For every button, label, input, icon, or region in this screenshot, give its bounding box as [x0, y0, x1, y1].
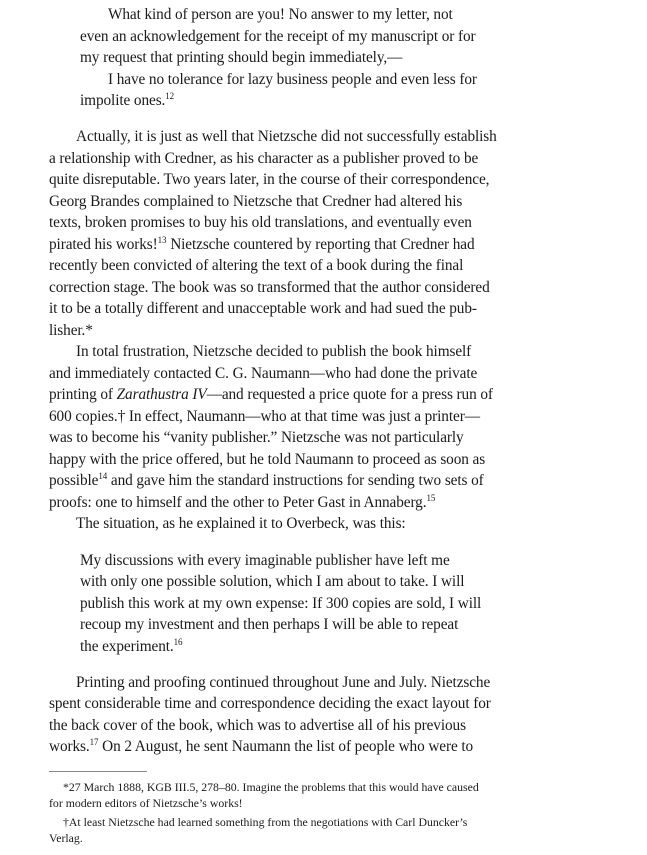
- text-run: possible: [49, 472, 99, 489]
- text-line: publish this work at my own expense: If 300 copies are sold, I will: [80, 595, 482, 612]
- footnote-divider: [49, 771, 147, 772]
- text-line: In total frustration, Nietzsche decided to publish the book himself: [76, 343, 472, 360]
- text-run: proofs: one to himself and the other to Peter Gast in Annaberg.: [49, 494, 427, 511]
- text-run: the experiment.: [80, 638, 174, 655]
- text-line: it to be a totally different and unacceptable work and had sued the pub-: [49, 300, 477, 317]
- text-line: and immediately contacted C. G. Naumann—who had done the private: [49, 365, 478, 382]
- text-run: and gave him the standard instructions for sending two sets of: [107, 472, 484, 489]
- text-line: quite disreputable. Two years later, in the course of their correspondence,: [49, 171, 490, 188]
- text-line: My discussions with every imaginable publisher have left me: [80, 552, 450, 569]
- text-run: printing of: [49, 386, 117, 403]
- text-line: Printing and proofing continued throughout June and July. Nietzsche: [76, 674, 491, 691]
- text-run: impolite ones.: [80, 92, 166, 109]
- text-line: [49, 235, 475, 255]
- text-line: [49, 737, 473, 757]
- footnote-ref: 15: [426, 493, 436, 503]
- text-run: pirated his works!: [49, 236, 158, 253]
- text-line: [80, 637, 182, 657]
- footnote-ref: 17: [89, 737, 99, 747]
- footnote-line: *27 March 1888, KGB III.5, 278–80. Imagine the problems that this would have caused: [63, 780, 479, 794]
- text-line: What kind of person are you! No answer to my letter, not: [108, 6, 453, 23]
- text-line: my request that printing should begin immediately,—: [80, 49, 403, 66]
- text-line: texts, broken promises to buy his old translations, and eventually even: [49, 214, 472, 231]
- text-run: —and requested a price quote for a press run of: [206, 386, 493, 403]
- text-line: [80, 91, 174, 111]
- footnote-line: †At least Nietzsche had learned something from the negotiations with Carl Duncker’s: [63, 815, 468, 829]
- footnote-line: Verlag.: [49, 831, 83, 845]
- text-line: The situation, as he explained it to Overbeck, was this:: [76, 515, 406, 532]
- text-line: Actually, it is just as well that Nietzsche did not successfully establish: [76, 128, 497, 145]
- text-line: happy with the price offered, but he told Naumann to proceed as soon as: [49, 451, 486, 468]
- text-line: lisher.*: [49, 322, 93, 339]
- text-line: [49, 493, 435, 513]
- text-line: the back cover of the book, which was to advertise all of his previous: [49, 717, 466, 734]
- text-line: was to become his “vanity publisher.” Nietzsche was not particularly: [49, 429, 464, 446]
- book-title: Zarathustra IV: [116, 386, 207, 403]
- footnote-line: for modern editors of Nietzsche’s works!: [49, 796, 243, 810]
- text-line: spent considerable time and correspondence deciding the exact layout for: [49, 695, 491, 712]
- text-line: recently been convicted of altering the text of a book during the final: [49, 257, 464, 274]
- text-line: even an acknowledgement for the receipt of my manuscript or for: [80, 28, 476, 45]
- footnote-ref: 12: [165, 91, 175, 101]
- text-line: 600 copies.† In effect, Naumann—who at that time was just a printer—: [49, 408, 480, 425]
- text-line: I have no tolerance for lazy business people and even less for: [108, 71, 477, 88]
- text-line: correction stage. The book was so transformed that the author considered: [49, 279, 490, 296]
- text-line: recoup my investment and then perhaps I will be able to repeat: [80, 616, 459, 633]
- text-line: Georg Brandes complained to Nietzsche that Credner had altered his: [49, 193, 463, 210]
- text-line: with only one possible solution, which I am about to take. I will: [80, 573, 465, 590]
- text-line: [49, 471, 484, 491]
- footnote-ref: 14: [98, 471, 108, 481]
- text-line: a relationship with Credner, as his character as a publisher proved to be: [49, 150, 479, 167]
- text-run: On 2 August, he sent Naumann the list of people who were to: [98, 738, 474, 755]
- text-line: [49, 385, 493, 405]
- text-run: Nietzsche countered by reporting that Credner had: [166, 236, 475, 253]
- footnote-ref: 13: [157, 235, 167, 245]
- footnote-ref: 16: [173, 637, 183, 647]
- text-run: works.: [49, 738, 90, 755]
